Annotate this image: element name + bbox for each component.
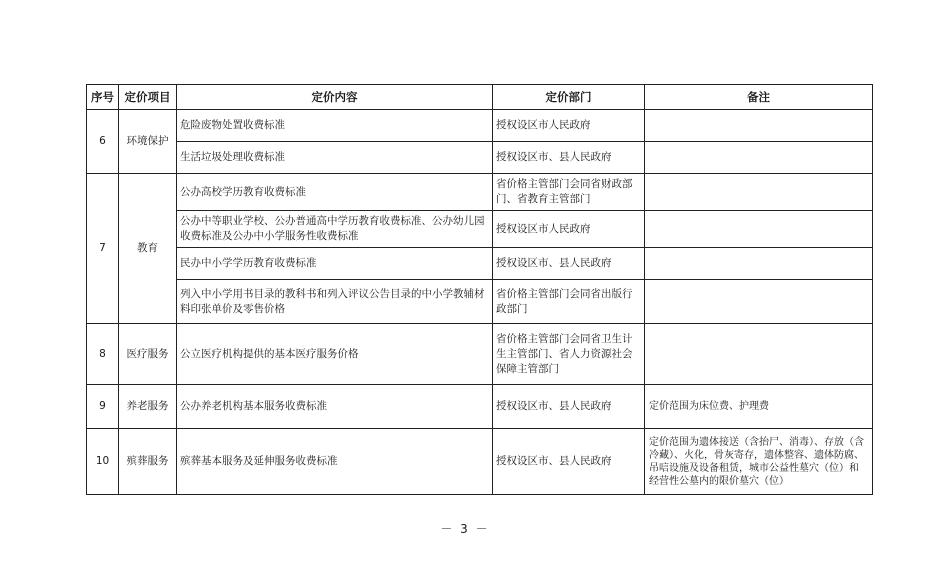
pricing-content: 生活垃圾处理收费标准 [177, 142, 493, 174]
pricing-remark [645, 142, 873, 174]
pricing-content: 公办养老机构基本服务收费标准 [177, 385, 493, 429]
pricing-dept: 省价格主管部门会同省出版行政部门 [493, 280, 645, 324]
pricing-remark [645, 174, 873, 211]
pricing-content: 列入中小学用书目录的教科书和列入评议公告目录的中小学教辅材料印张单价及零售价格 [177, 280, 493, 324]
pricing-remark [645, 211, 873, 248]
pricing-remark: 定价范围为床位费、护理费 [645, 385, 873, 429]
pricing-dept: 省价格主管部门会同省财政部门、省教育主管部门 [493, 174, 645, 211]
pricing-content: 殡葬基本服务及延伸服务收费标准 [177, 429, 493, 495]
pricing-table [86, 84, 873, 495]
table-row [87, 211, 873, 248]
row-number: 6 [87, 110, 119, 174]
table-row [87, 385, 873, 429]
pricing-dept: 省价格主管部门会同省卫生计生主管部门、省人力资源社会保障主管部门 [493, 324, 645, 385]
pricing-item: 教育 [119, 174, 177, 324]
table-row [87, 142, 873, 174]
row-number: 9 [87, 385, 119, 429]
header-no: 序号 [87, 85, 119, 110]
header-dept: 定价部门 [493, 85, 645, 110]
pricing-content: 公立医疗机构提供的基本医疗服务价格 [177, 324, 493, 385]
pricing-content: 民办中小学学历教育收费标准 [177, 248, 493, 280]
pricing-dept: 授权设区市人民政府 [493, 211, 645, 248]
pricing-dept: 授权设区市人民政府 [493, 110, 645, 142]
pricing-item: 环境保护 [119, 110, 177, 174]
table-row [87, 110, 873, 142]
row-number: 10 [87, 429, 119, 495]
row-number: 8 [87, 324, 119, 385]
table-row [87, 248, 873, 280]
pricing-dept: 授权设区市、县人民政府 [493, 142, 645, 174]
header-content: 定价内容 [177, 85, 493, 110]
table-row [87, 280, 873, 324]
pricing-remark [645, 280, 873, 324]
pricing-item: 医疗服务 [119, 324, 177, 385]
pricing-dept: 授权设区市、县人民政府 [493, 248, 645, 280]
pricing-item: 养老服务 [119, 385, 177, 429]
pricing-content: 公办高校学历教育收费标准 [177, 174, 493, 211]
table-row [87, 429, 873, 495]
pricing-remark: 定价范围为遗体接送（含抬尸、消毒）、存放（含冷藏）、火化，骨灰寄存，遗体整容、遗体防腐、吊唁设施及设备租赁，城市公益性墓穴（位）和经营性公墓内的限价墓穴（位） [645, 429, 873, 495]
header-remark: 备注 [645, 85, 873, 110]
pricing-remark [645, 248, 873, 280]
pricing-content: 危险废物处置收费标准 [177, 110, 493, 142]
pricing-dept: 授权设区市、县人民政府 [493, 429, 645, 495]
pricing-content: 公办中等职业学校、公办普通高中学历教育收费标准、公办幼儿园收费标准及公办中小学服务性收费标准 [177, 211, 493, 248]
header-item: 定价项目 [119, 85, 177, 110]
pricing-item: 殡葬服务 [119, 429, 177, 495]
pricing-remark [645, 324, 873, 385]
pricing-dept: 授权设区市、县人民政府 [493, 385, 645, 429]
table-row [87, 324, 873, 385]
row-number: 7 [87, 174, 119, 324]
pricing-remark [645, 110, 873, 142]
page-number: － 3 － [440, 522, 490, 536]
table-row [87, 174, 873, 211]
header-row [87, 85, 873, 110]
